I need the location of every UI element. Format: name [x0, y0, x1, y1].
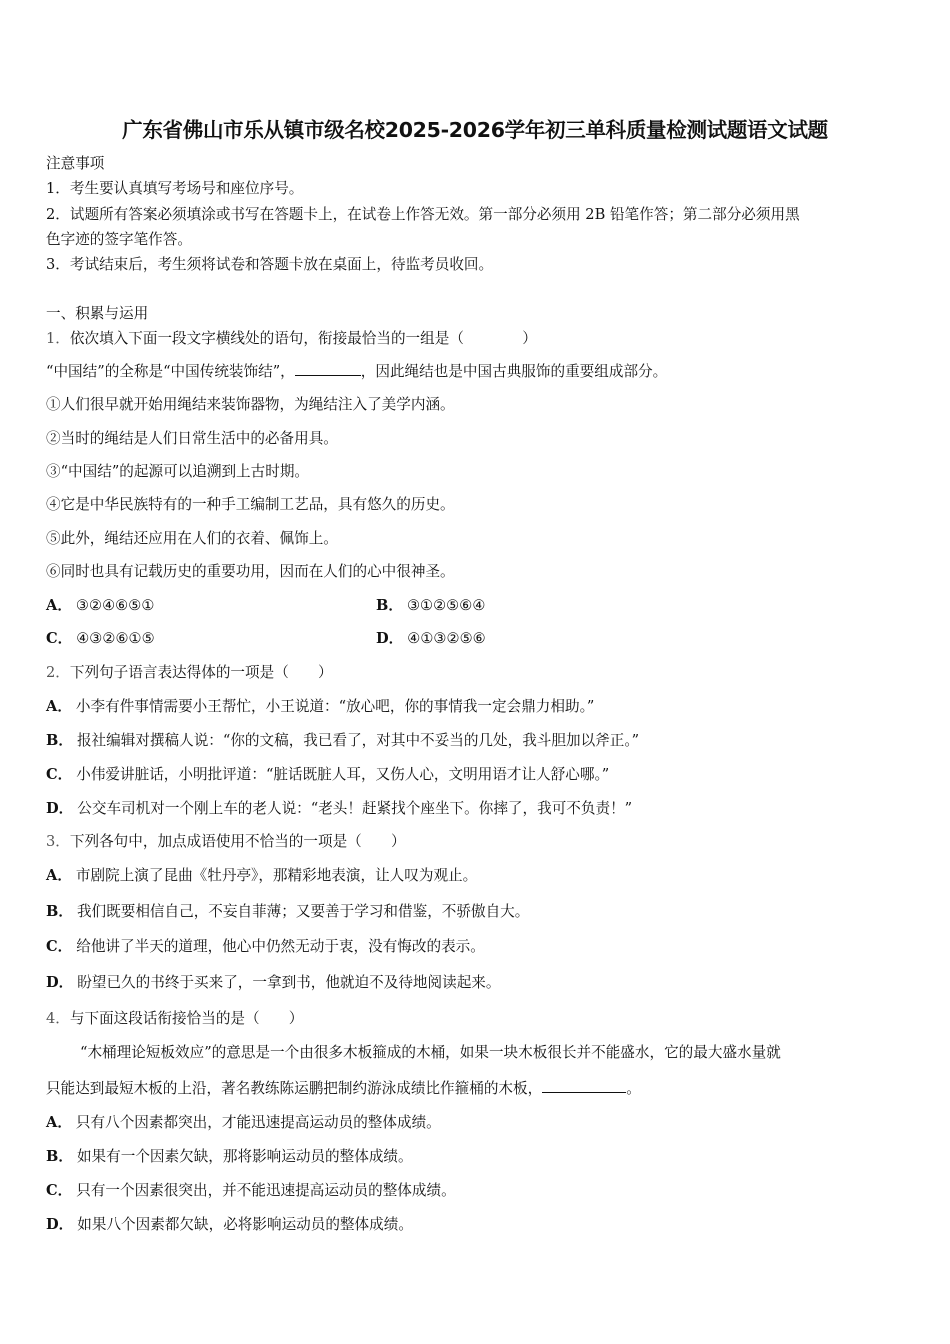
option-letter: C． — [46, 630, 73, 647]
passage-part: 。 — [626, 1080, 641, 1097]
page-title: 广东省佛山市乐从镇市级名校2025-2026学年初三单科质量检测试题语文试题 — [122, 118, 828, 142]
option-text: 我们既要相信自己，不妄自菲薄；又要善于学习和借鉴，不骄傲自大。 — [76, 903, 530, 920]
option-a[interactable] — [46, 695, 594, 716]
question-text: 与下面这段话衔接恰当的是（ ） — [69, 1010, 304, 1027]
option-letter: C． — [46, 766, 73, 783]
option-a[interactable] — [46, 864, 477, 885]
question-4-passage-line — [46, 1077, 641, 1098]
notice-item: 2．试题所有答案必须填涂或书写在答题卡上，在试卷上作答无效。第一部分必须用 2B 铅笔作答；第二部分必须用黑 — [46, 206, 800, 223]
section-heading: 一、积累与运用 — [46, 305, 149, 322]
option-c[interactable] — [46, 627, 155, 648]
option-text: 小李有件事情需要小王帮忙，小王说道：“放心吧，你的事情我一定会鼎力相助。” — [75, 698, 595, 715]
option-text: 小伟爱讲脏话，小明批评道：“脏话既脏人耳，又伤人心，文明用语才让人舒心哪。” — [76, 766, 610, 783]
option-text: 盼望已久的书终于买来了，一拿到书，他就迫不及待地阅读起来。 — [77, 974, 501, 991]
notice-heading: 注意事项 — [46, 155, 105, 172]
question-3-stem — [46, 830, 406, 851]
option-text: 给他讲了半天的道理，他心中仍然无动于衷，没有悔改的表示。 — [76, 938, 485, 955]
fill-blank — [295, 363, 361, 376]
option-letter: D． — [46, 1216, 74, 1233]
option-letter: B． — [46, 903, 73, 920]
option-b[interactable] — [46, 729, 639, 750]
passage-part: ，因此绳结也是中国古典服饰的重要组成部分。 — [360, 363, 668, 380]
sentence-item: ①人们很早就开始用绳结来装饰器物，为绳结注入了美学内涵。 — [46, 396, 455, 413]
option-a[interactable] — [46, 1111, 441, 1132]
question-number: 2． — [46, 664, 70, 681]
option-text: 只有一个因素很突出，并不能迅速提高运动员的整体成绩。 — [76, 1182, 456, 1199]
option-letter: D． — [46, 974, 74, 991]
option-text: 如果有一个因素欠缺，那将影响运动员的整体成绩。 — [76, 1148, 413, 1165]
question-4-stem — [46, 1007, 303, 1028]
question-text: 下列各句中，加点成语使用不恰当的一项是（ ） — [69, 833, 406, 850]
option-d[interactable] — [46, 797, 632, 818]
option-letter: D． — [46, 800, 74, 817]
option-letter: B． — [46, 732, 73, 749]
question-1-stem — [46, 327, 537, 348]
sentence-item: ④它是中华民族特有的一种手工编制工艺品，具有悠久的历史。 — [46, 496, 455, 513]
option-letter: C． — [46, 938, 73, 955]
fill-blank — [542, 1080, 626, 1093]
option-b[interactable] — [46, 900, 529, 921]
sentence-item: ③“中国结”的起源可以追溯到上古时期。 — [46, 463, 310, 480]
option-letter: A． — [46, 867, 72, 884]
question-4-passage-line: “木桶理论短板效应”的意思是一个由很多木板箍成的木桶，如果一块木板很长并不能盛水，它的最大盛水量就 — [80, 1044, 781, 1061]
option-c[interactable] — [46, 1179, 456, 1200]
option-text: ④①③②⑤⑥ — [407, 630, 486, 647]
option-c[interactable] — [46, 935, 485, 956]
question-number: 4． — [46, 1010, 70, 1027]
sentence-item: ⑥同时也具有记载历史的重要功用，因而在人们的心中很神圣。 — [46, 563, 455, 580]
option-b[interactable] — [376, 594, 485, 615]
question-2-stem — [46, 661, 333, 682]
option-text: 报社编辑对撰稿人说：“你的文稿，我已看了，对其中不妥当的几处，我斗胆加以斧正。” — [76, 732, 640, 749]
sentence-item: ②当时的绳结是人们日常生活中的必备用具。 — [46, 430, 338, 447]
option-letter: A． — [46, 597, 72, 614]
option-letter: B． — [376, 597, 403, 614]
option-text: 只有八个因素都突出，才能迅速提高运动员的整体成绩。 — [75, 1114, 441, 1131]
passage-part: 只能达到最短木板的上沿，著名教练陈运鹏把制约游泳成绩比作箍桶的木板， — [46, 1080, 543, 1097]
notice-item: 3．考试结束后，考生须将试卷和答题卡放在桌面上，待监考员收回。 — [46, 256, 494, 273]
option-d[interactable] — [46, 971, 500, 992]
option-b[interactable] — [46, 1145, 413, 1166]
option-letter: C． — [46, 1182, 73, 1199]
option-letter: A． — [46, 1114, 72, 1131]
option-text: 如果八个因素都欠缺，必将影响运动员的整体成绩。 — [77, 1216, 413, 1233]
option-letter: D． — [376, 630, 404, 647]
option-d[interactable] — [46, 1213, 413, 1234]
option-c[interactable] — [46, 763, 609, 784]
sentence-item: ⑤此外，绳结还应用在人们的衣着、佩饰上。 — [46, 530, 338, 547]
notice-item: 色字迹的签字笔作答。 — [46, 231, 192, 248]
option-letter: B． — [46, 1148, 73, 1165]
option-text: ③①②⑤⑥④ — [406, 597, 486, 614]
option-letter: A． — [46, 698, 72, 715]
option-text: 市剧院上演了昆曲《牡丹亭》，那精彩地表演，让人叹为观止。 — [75, 867, 478, 884]
question-number: 3． — [46, 833, 70, 850]
option-text: 公交车司机对一个刚上车的老人说：“老头！赶紧找个座坐下。你摔了，我可不负责！” — [77, 800, 633, 817]
option-a[interactable] — [46, 594, 154, 615]
question-text: 下列句子语言表达得体的一项是（ ） — [69, 664, 333, 681]
question-text: 依次填入下面一段文字横线处的语句，衔接最恰当的一组是（ ） — [69, 330, 537, 347]
option-d[interactable] — [376, 627, 486, 648]
question-number: 1． — [46, 330, 70, 347]
option-text: ④③②⑥①⑤ — [76, 630, 155, 647]
notice-item: 1．考生要认真填写考场号和座位序号。 — [46, 180, 304, 197]
passage-part: “中国结”的全称是“中国传统装饰结”， — [46, 363, 295, 380]
option-text: ③②④⑥⑤① — [75, 597, 155, 614]
question-1-passage — [46, 360, 667, 381]
